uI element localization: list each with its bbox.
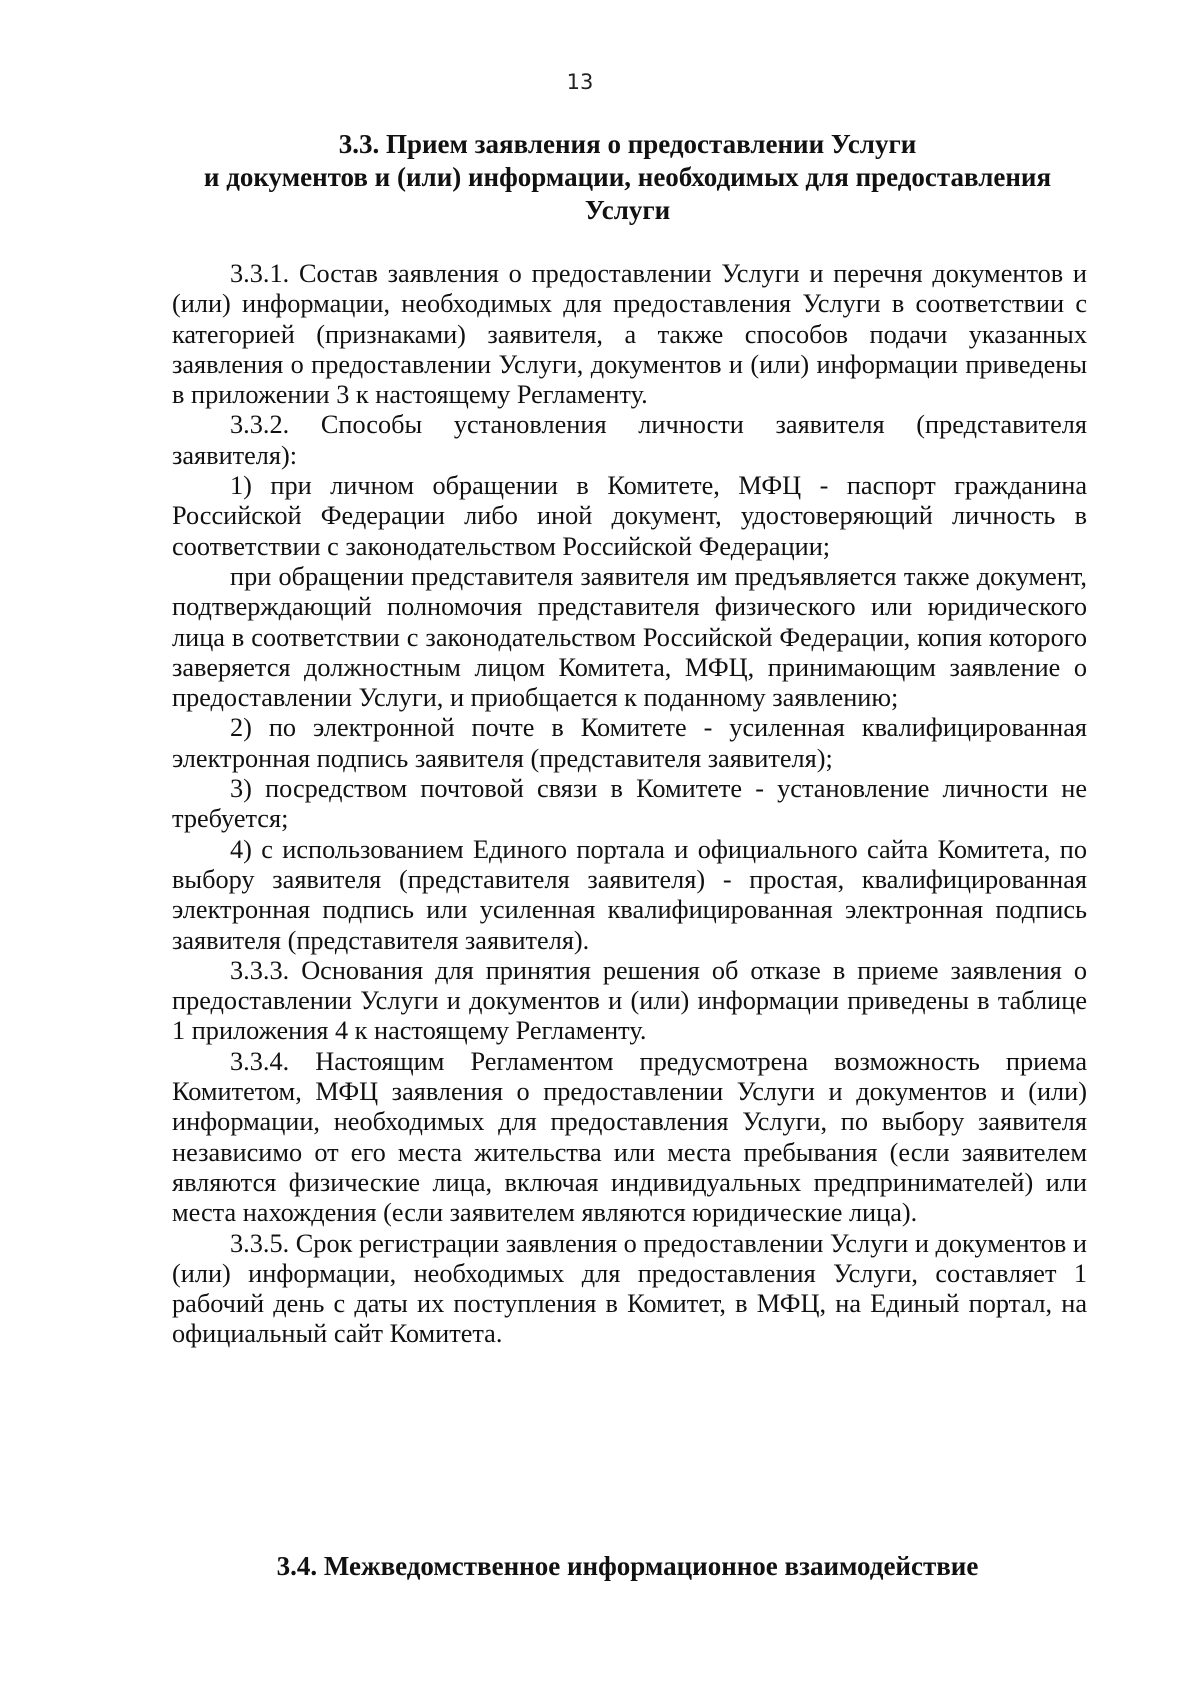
paragraph-3-3-1: 3.3.1. Состав заявления о предоставлении Услуги и перечня документов и (или) информации, необходимых для предоставления Услуги в соответствии с категорией (признаками) заявителя, а также способов подачи указанных заявления о предоставлении Услуги, документов и (или) информации приведены в приложении 3 к настоящему Регламенту.: [172, 259, 1087, 410]
section-3-3-heading-line-1: 3.3. Прием заявления о предоставлении Услуги: [338, 129, 917, 159]
section-3-3-heading-line-3: Услуги: [584, 195, 671, 225]
paragraph-3-3-2-item-2: 2) по электронной почте в Комитете - усиленная квалифицированная электронная подпись заявителя (представителя заявителя);: [172, 713, 1087, 773]
section-3-3-heading-line-2: и документов и (или) информации, необходимых для предоставления: [203, 162, 1052, 192]
page-number: 13: [566, 70, 594, 94]
paragraph-3-3-2-representative: при обращении представителя заявителя им предъявляется также документ, подтверждающий полномочия представителя физического или юридического лица в соответствии с законодательством Российской Федерации, копия которого заверяется должностным лицом Комитета, МФЦ, принимающим заявление о предоставлении Услуги, и приобщается к поданному заявлению;: [172, 561, 1087, 713]
paragraph-3-3-4: 3.3.4. Настоящим Регламентом предусмотрена возможность приема Комитетом, МФЦ заявления о предоставлении Услуги и документов и (или) информации, необходимых для предоставления Услуги, по выбору заявителя независимо от его места жительства или места пребывания (если заявителем являются физические лица, включая индивидуальных предпринимателей) или места нахождения (если заявителем являются юридические лица).: [172, 1046, 1087, 1228]
paragraph-3-3-2-item-4: 4) с использованием Единого портала и официального сайта Комитета, по выбору заявителя (представителя заявителя) - простая, квалифицированная электронная подпись или усиленная квалифицированная электронная подпись заявителя (представителя заявителя).: [172, 834, 1087, 955]
paragraph-3-3-5: 3.3.5. Срок регистрации заявления о предоставлении Услуги и документов и (или) информации, необходимых для предоставления Услуги, составляет 1 рабочий день с даты их поступления в Комитет, в МФЦ, на Единый портал, на официальный сайт Комитета.: [172, 1228, 1087, 1349]
section-3-3-body: [172, 259, 1087, 1350]
section-3-3-heading: [165, 128, 1090, 227]
paragraph-3-3-3: 3.3.3. Основания для принятия решения об отказе в приеме заявления о предоставлении Услуги и документов и (или) информации приведены в таблице 1 приложения 4 к настоящему Регламенту.: [172, 955, 1087, 1046]
paragraph-3-3-2-item-3: 3) посредством почтовой связи в Комитете - установление личности не требуется;: [172, 774, 1087, 834]
section-3-4-heading: 3.4. Межведомственное информационное взаимодействие: [276, 1551, 979, 1581]
paragraph-3-3-2-item-1: 1) при личном обращении в Комитете, МФЦ - паспорт гражданина Российской Федерации либо иной документ, удостоверяющий личность в соответствии с законодательством Российской Федерации;: [172, 471, 1087, 561]
paragraph-3-3-2: 3.3.2. Способы установления личности заявителя (представителя заявителя):: [172, 410, 1087, 470]
